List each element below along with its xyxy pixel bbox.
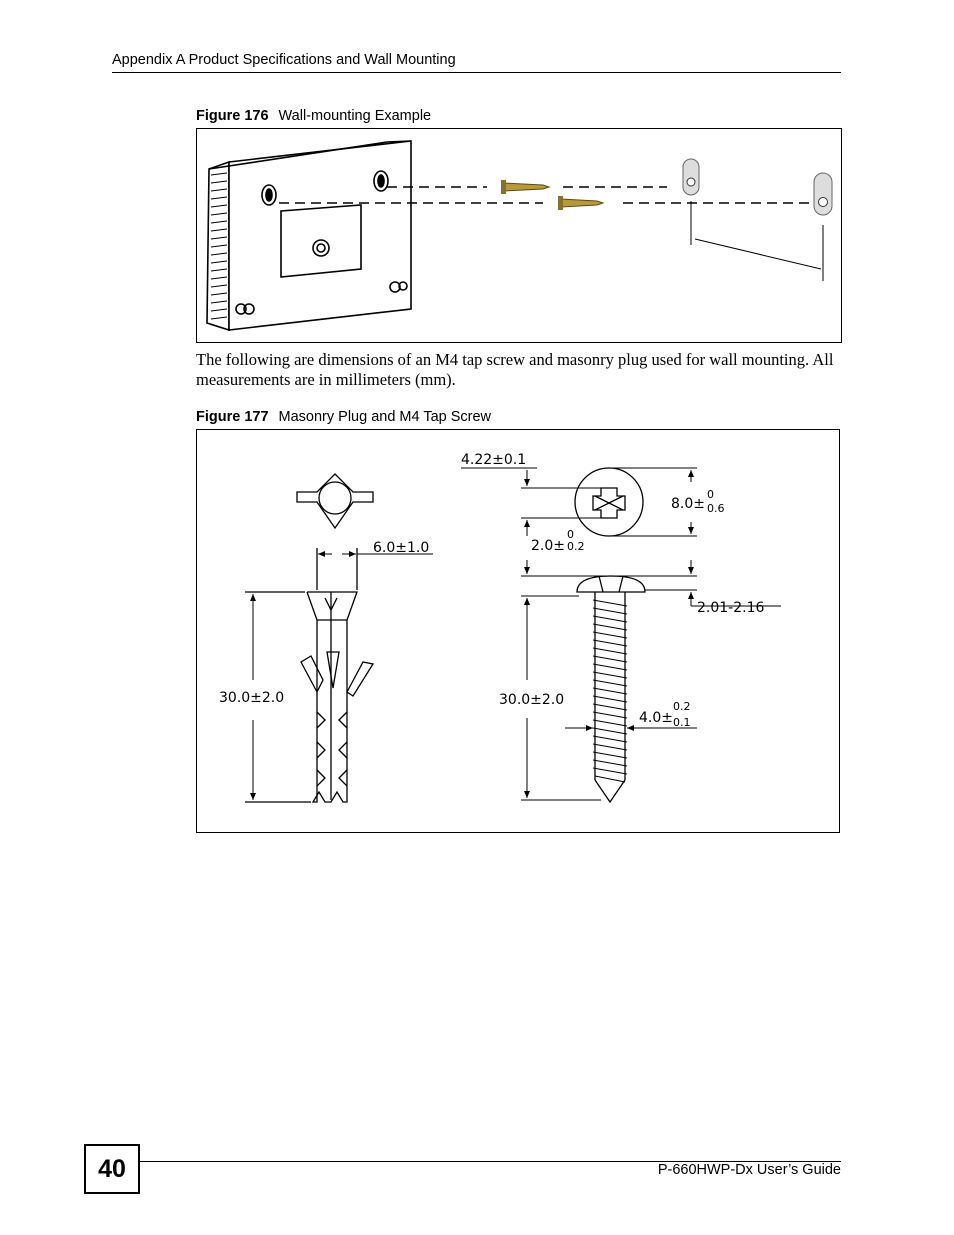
screw-head-drawing xyxy=(575,468,643,536)
head-range-dimension: 2.01-2.16 xyxy=(697,600,765,616)
device-illustration xyxy=(207,141,411,330)
figure-176-label: Figure 176 xyxy=(196,108,269,124)
thread-diameter-base: 4.0± xyxy=(639,710,673,726)
guide-title: P-660HWP-Dx User’s Guide xyxy=(657,1162,841,1178)
figure-176-box xyxy=(196,128,842,343)
head-slot-dimension: 4.22±0.1 xyxy=(461,452,527,468)
screw-icon xyxy=(558,196,603,210)
thread-diameter-lower: 0.1 xyxy=(673,716,691,729)
screw-side-drawing xyxy=(577,576,645,802)
screw-length-dimension: 30.0±2.0 xyxy=(499,692,565,708)
running-header: Appendix A Product Specifications and Wall Mounting xyxy=(112,52,456,68)
figure-177-box xyxy=(196,429,840,833)
screw-side-dimension-lines xyxy=(521,560,781,800)
body-paragraph: The following are dimensions of an M4 tap screw and masonry plug used for wall mounting. All measurements are in millimeters (mm). xyxy=(196,350,834,389)
head-height-upper: 0 xyxy=(567,528,574,541)
head-height-lower: 0.2 xyxy=(567,540,585,553)
header-rule xyxy=(112,72,841,73)
wall-mounting-illustration xyxy=(197,129,841,342)
spacing-indicator xyxy=(691,201,823,281)
plug-length-dimension: 30.0±2.0 xyxy=(219,690,285,706)
plug-dimension-lines xyxy=(253,554,433,800)
figure-177-label: Figure 177 xyxy=(196,409,269,425)
screw-icon xyxy=(501,180,549,194)
wall-anchor-icon xyxy=(683,159,699,195)
figure-176-title: Wall-mounting Example xyxy=(278,108,432,124)
wall-anchor-icon xyxy=(814,173,832,215)
plug-width-dimension: 6.0±1.0 xyxy=(373,540,430,556)
head-height-base: 2.0± xyxy=(531,538,565,554)
figure-176-caption xyxy=(196,108,431,124)
head-diameter-upper: 0 xyxy=(707,488,714,501)
thread-diameter-upper: 0.2 xyxy=(673,700,691,713)
plug-screw-drawing xyxy=(197,430,839,832)
figure-177-title: Masonry Plug and M4 Tap Screw xyxy=(278,409,492,425)
head-diameter-base: 8.0± xyxy=(671,496,705,512)
screw-head-dimension-lines xyxy=(461,468,697,536)
page-number: 40 xyxy=(84,1144,140,1194)
masonry-plug-drawing xyxy=(245,474,373,802)
figure-177-caption xyxy=(196,409,491,425)
head-diameter-lower: 0.6 xyxy=(707,502,725,515)
